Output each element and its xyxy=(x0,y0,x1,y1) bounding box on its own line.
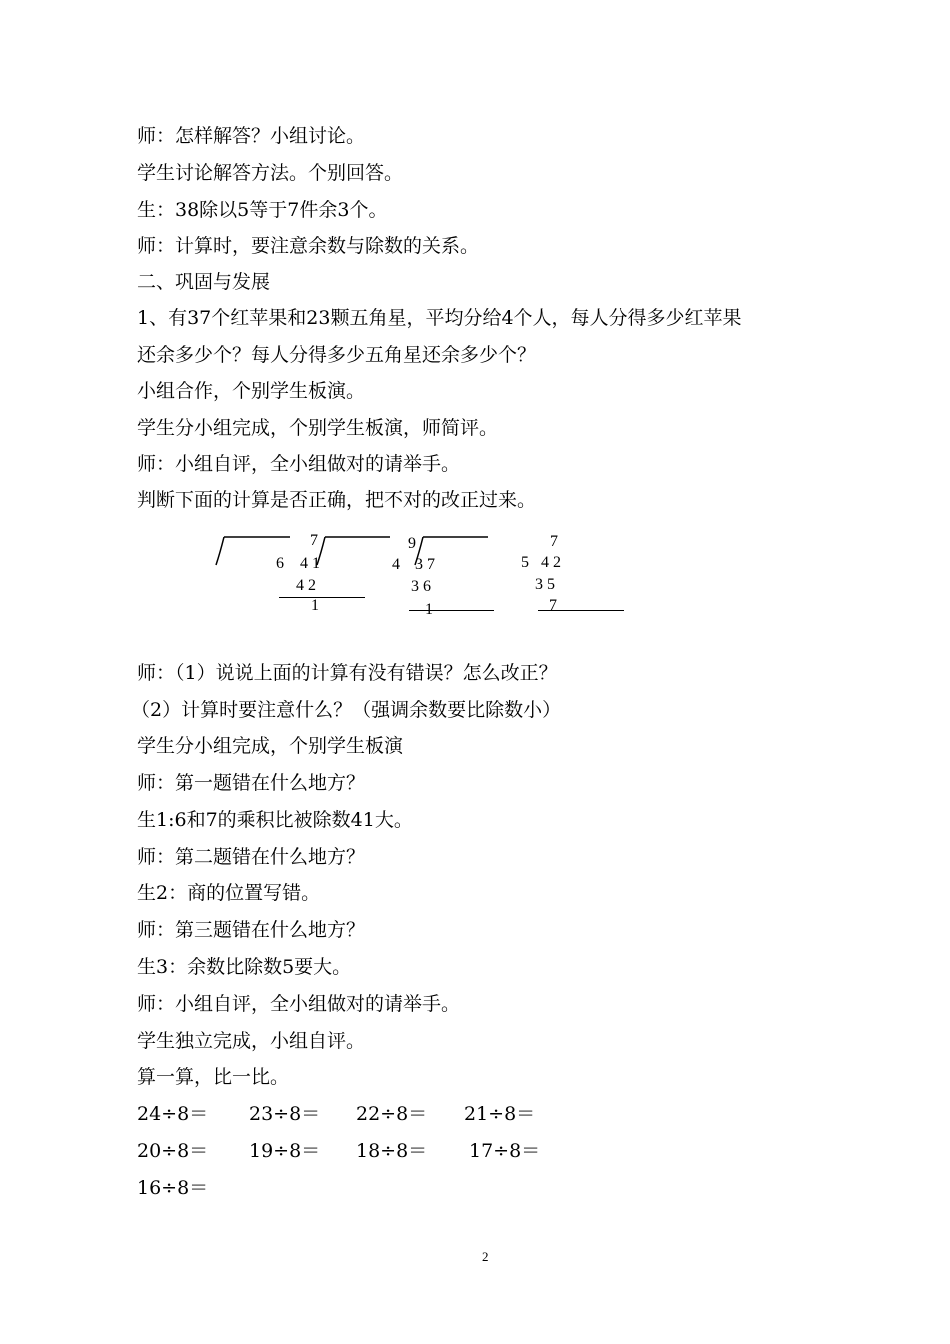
calc-item: 24÷8＝ xyxy=(137,1103,209,1125)
line-students-discuss: 学生讨论解答方法。个别回答。 xyxy=(137,162,404,184)
division-bracket-2 xyxy=(317,537,390,565)
calc-item: 18÷8＝ xyxy=(356,1140,428,1162)
division-brackets xyxy=(0,525,950,620)
page-number: 2 xyxy=(482,1249,489,1264)
calc-item: 16÷8＝ xyxy=(137,1177,209,1199)
line-self-evaluate: 师：小组自评，全小组做对的请举手。 xyxy=(137,453,461,475)
division-2-dividend: 3 7 xyxy=(415,556,435,573)
calc-item: 17÷8＝ xyxy=(469,1140,541,1162)
division-3-remainder: 7 xyxy=(549,597,557,614)
division-3-dividend: 4 2 xyxy=(541,554,561,571)
problem-1-line-1: 1、有37个红苹果和23颗五角星，平均分给4个人，每人分得多少红苹果 xyxy=(137,307,742,329)
line-teacher-q-second: 师：第二题错在什么地方？ xyxy=(137,846,366,868)
division-1-product: 4 2 xyxy=(296,577,316,594)
line-group-cooperation: 小组合作，个别学生板演。 xyxy=(137,380,366,402)
line-teacher-q-third: 师：第三题错在什么地方？ xyxy=(137,919,366,941)
line-teacher-how-to-solve: 师：怎样解答？小组讨论。 xyxy=(137,125,366,147)
line-student-3-answer: 生3：余数比除数5要大。 xyxy=(137,956,352,978)
line-students-board: 学生分小组完成，个别学生板演 xyxy=(137,735,404,757)
line-student-2-answer: 生2：商的位置写错。 xyxy=(137,882,321,904)
line-student-1-answer: 生1:6和7的乘积比被除数41大。 xyxy=(137,809,413,831)
division-1-rule xyxy=(279,597,365,598)
long-division-diagrams xyxy=(0,525,950,620)
division-1-quotient: 7 xyxy=(310,532,318,549)
line-teacher-question-2: （2）计算时要注意什么？（强调余数要比除数小） xyxy=(131,699,562,721)
line-teacher-question-1: 师：（1）说说上面的计算有没有错误？怎么改正？ xyxy=(137,662,558,684)
calc-item: 19÷8＝ xyxy=(249,1140,321,1162)
line-student-answer: 生：38除以5等于7件余3个。 xyxy=(137,199,388,221)
line-self-evaluate-2: 师：小组自评，全小组做对的请举手。 xyxy=(137,993,461,1015)
line-board-work: 学生分小组完成，个别学生板演，师简评。 xyxy=(137,417,499,439)
section-heading-consolidate: 二、巩固与发展 xyxy=(137,271,271,293)
division-2-divisor: 4 xyxy=(392,556,400,573)
line-judge-instructions: 判断下面的计算是否正确，把不对的改正过来。 xyxy=(137,489,537,511)
line-compute-compare: 算一算，比一比。 xyxy=(137,1066,290,1088)
calc-item: 21÷8＝ xyxy=(464,1103,536,1125)
calc-item: 20÷8＝ xyxy=(137,1140,209,1162)
line-teacher-q-first: 师：第一题错在什么地方？ xyxy=(137,772,366,794)
division-3-divisor: 5 xyxy=(521,554,529,571)
division-3-product: 3 5 xyxy=(535,576,555,593)
problem-1-line-2: 还余多少个？每人分得多少五角星还余多少个？ xyxy=(137,344,537,366)
division-3-quotient: 7 xyxy=(550,533,558,550)
line-independent-work: 学生独立完成，小组自评。 xyxy=(137,1030,366,1052)
calc-item: 23÷8＝ xyxy=(249,1103,321,1125)
division-2-rule xyxy=(409,610,494,611)
division-1-divisor: 6 xyxy=(276,555,284,572)
line-teacher-note-remainder: 师：计算时，要注意余数与除数的关系。 xyxy=(137,235,480,257)
division-2-remainder: 1 xyxy=(425,601,433,618)
division-1-remainder: 1 xyxy=(311,597,319,614)
calc-item: 22÷8＝ xyxy=(356,1103,428,1125)
division-2-product: 3 6 xyxy=(411,578,431,595)
division-2-quotient: 9 xyxy=(408,535,416,552)
division-1-dividend: 4 1 xyxy=(300,555,320,572)
